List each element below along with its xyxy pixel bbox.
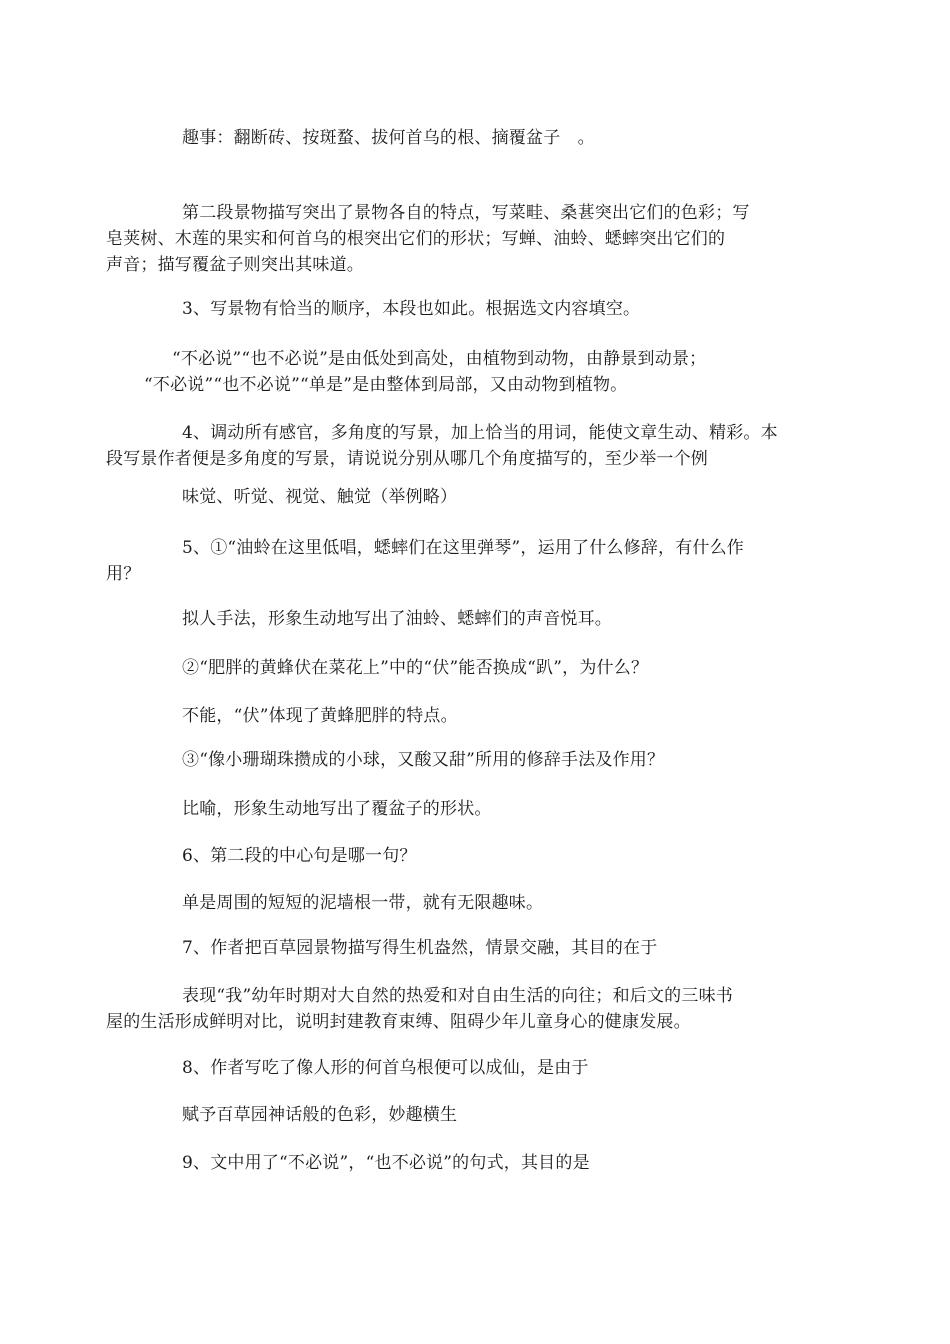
text-line: 不能，“伏”体现了黄蜂肥胖的特点。 — [182, 706, 458, 726]
text-line: 8、作者写吃了像人形的何首乌根便可以成仙，是由于 — [182, 1058, 589, 1078]
question-9 — [144, 1150, 816, 1176]
text-line: 表现“我”幼年时期对大自然的热爱和对自由生活的向往；和后文的三味书 — [182, 986, 733, 1006]
question-5-2 — [144, 655, 816, 681]
answer-7 — [106, 983, 816, 1035]
text-line: 4、调动所有感官，多角度的写景，加上恰当的用词，能使文章生动、精彩。本 — [182, 423, 778, 443]
text-line: 6、第二段的中心句是哪一句？ — [182, 846, 417, 866]
question-3 — [144, 296, 816, 322]
text-line: “不必说”“也不必说”“单是”是由整体到局部，又由动物到植物。 — [144, 375, 628, 395]
text-line: 趣事：翻断砖、按斑蝥、拔何首乌的根、摘覆盆子 。 — [182, 128, 595, 148]
text-line: “不必说”“也不必说”是由低处到高处，由植物到动物，由静景到动景； — [172, 349, 707, 369]
text-line: 皂荚树、木莲的果实和何首乌的根突出它们的形状；写蝉、油蛉、蟋蟀突出它们的 — [106, 229, 726, 249]
answer-5-2 — [144, 703, 816, 729]
question-6 — [144, 843, 816, 869]
answer-3 — [144, 346, 832, 398]
text-line: 赋予百草园神话般的色彩，妙趣横生 — [182, 1105, 458, 1125]
text-line: 声音；描写覆盆子则突出其味道。 — [106, 255, 364, 275]
paragraph-scenery-features — [106, 200, 816, 278]
answer-5-1 — [144, 606, 816, 632]
text-line: 用？ — [106, 564, 141, 584]
text-line: 段写景作者便是多角度的写景，请说说分别从哪几个角度描写的，至少举一个例 — [106, 449, 708, 469]
text-line: ②“肥胖的黄蜂伏在菜花上”中的“伏”能否换成“趴”，为什么？ — [182, 658, 649, 678]
question-5-3 — [144, 747, 816, 773]
text-line: 拟人手法，形象生动地写出了油蛉、蟋蟀们的声音悦耳。 — [182, 609, 612, 629]
answer-6 — [144, 890, 816, 916]
question-8 — [144, 1055, 816, 1081]
text-line: ③“像小珊瑚珠攒成的小球，又酸又甜”所用的修辞手法及作用？ — [182, 750, 665, 770]
answer-5-3 — [144, 796, 816, 822]
text-line: 7、作者把百草园景物描写得生机盎然，情景交融，其目的在于 — [182, 938, 658, 958]
text-line: 比喻，形象生动地写出了覆盆子的形状。 — [182, 799, 492, 819]
question-5-1 — [106, 535, 816, 587]
text-line: 单是周围的短短的泥墙根一带，就有无限趣味。 — [182, 893, 544, 913]
question-4 — [106, 420, 816, 472]
question-7 — [144, 935, 816, 961]
answer-8 — [144, 1102, 816, 1128]
text-line: 屋的生活形成鲜明对比，说明封建教育束缚、阻碍少年儿童身心的健康发展。 — [106, 1012, 691, 1032]
text-line: 5、①“油蛉在这里低唱，蟋蟀们在这里弹琴”，运用了什么修辞，有什么作 — [182, 538, 744, 558]
answer-4 — [144, 484, 816, 510]
text-line: 第二段景物描写突出了景物各自的特点，写菜畦、桑葚突出它们的色彩；写 — [182, 203, 750, 223]
text-line: 味觉、听觉、视觉、触觉（举例略） — [182, 487, 458, 507]
paragraph-fun-things — [144, 125, 816, 151]
text-line: 3、写景物有恰当的顺序，本段也如此。根据选文内容填空。 — [182, 299, 641, 319]
text-line: 9、文中用了“不必说”，“也不必说”的句式，其目的是 — [182, 1153, 590, 1173]
